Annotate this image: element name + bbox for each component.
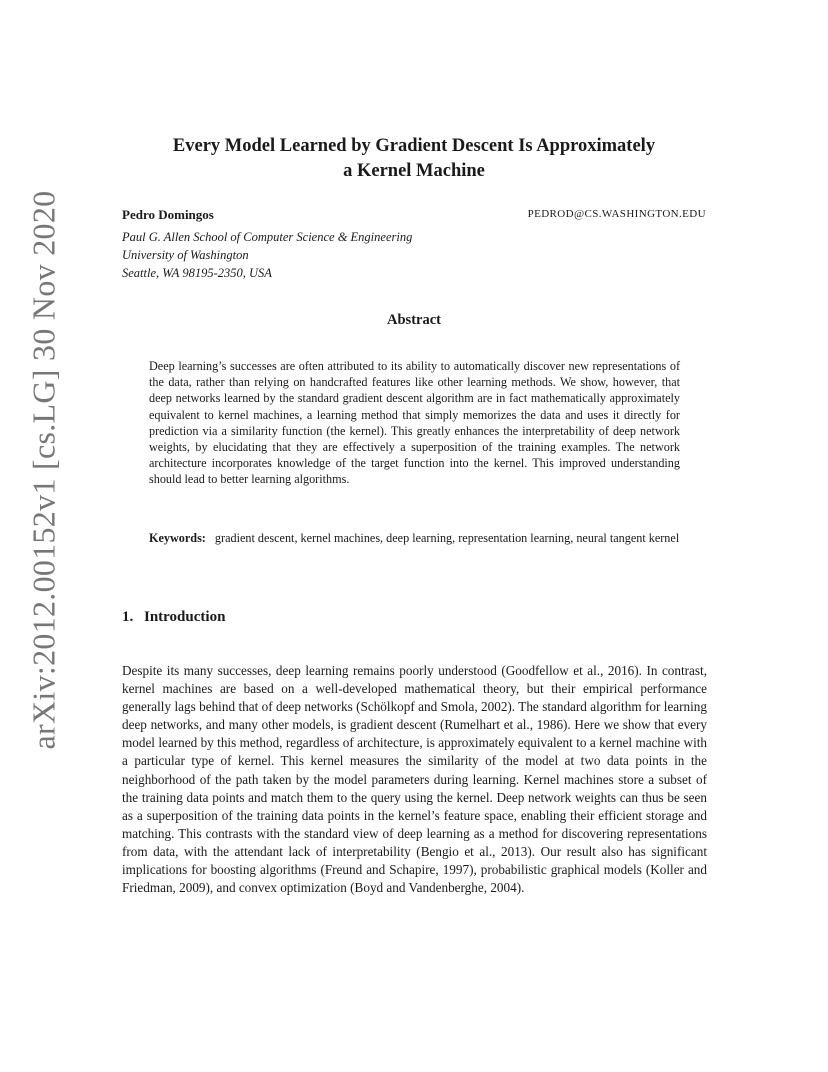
title-line-2: a Kernel Machine [343,161,485,181]
arxiv-identifier: arXiv:2012.00152v1 [cs.LG] 30 Nov 2020 [25,190,62,750]
abstract-text: Deep learning’s successes are often attributed to its ability to automatically discover new representations of the data, rather than relying on handcrafted features like other learning methods. We show, however, that deep networks learned by the standard gradient descent algorithm are in fact mathematically approximately equivalent to kernel machines, a learning method that simply memorizes the data and uses it directly for prediction via a similarity function (the kernel). This greatly enhances the interpretability of deep network weights, by elucidating that they are effectively a superposition of the training examples. The network architecture incorporates knowledge of the target function into the kernel. This improved understanding should lead to better learning algorithms. [149,359,680,487]
paper-title [100,134,728,184]
section-number: 1. [122,609,134,625]
abstract-heading: Abstract [387,312,441,328]
author-name: Pedro Domingos [122,207,214,222]
affiliation-line-3: Seattle, WA 98195-2350, USA [122,266,272,280]
section-heading-introduction [122,609,225,626]
affiliation-line-1: Paul G. Allen School of Computer Science & Engineering [122,230,413,244]
keywords-label: Keywords: [149,531,206,545]
affiliation-line-2: University of Washington [122,248,249,262]
author-email: PEDROD@CS.WASHINGTON.EDU [527,208,706,220]
introduction-paragraph: Despite its many successes, deep learning remains poorly understood (Goodfellow et al., 2016). In contrast, kernel machines are based on a well-developed mathematical theory, but their empirical performance generally lags behind that of deep networks (Schölkopf and Smola, 2002). The standard algorithm for learning deep networks, and many other models, is gradient descent (Rumelhart et al., 1986). Here we show that every model learned by this method, regardless of architecture, is approximately equivalent to a kernel machine with a particular type of kernel. This kernel measures the similarity of the model at two data points in the neighborhood of the path taken by the model parameters during learning. Kernel machines store a subset of the training data points and match them to the query using the kernel. Deep network weights can thus be seen as a superposition of the training data points in the kernel’s feature space, enabling their efficient storage and matching. This contrasts with the standard view of deep learning as a method for discovering representations from data, with the attendant lack of interpretability (Bengio et al., 2013). Our result also has significant implications for boosting algorithms (Freund and Schapire, 1997), probabilistic graphical models (Koller and Friedman, 2009), and convex optimization (Boyd and Vandenberghe, 2004). [122,663,707,896]
section-title: Introduction [144,609,226,625]
keywords [149,530,680,546]
author-affiliation [122,228,412,282]
title-line-1: Every Model Learned by Gradient Descent Is Approximately [172,136,656,156]
keywords-text: gradient descent, kernel machines, deep learning, representation learning, neural tangent kernel [214,531,680,545]
